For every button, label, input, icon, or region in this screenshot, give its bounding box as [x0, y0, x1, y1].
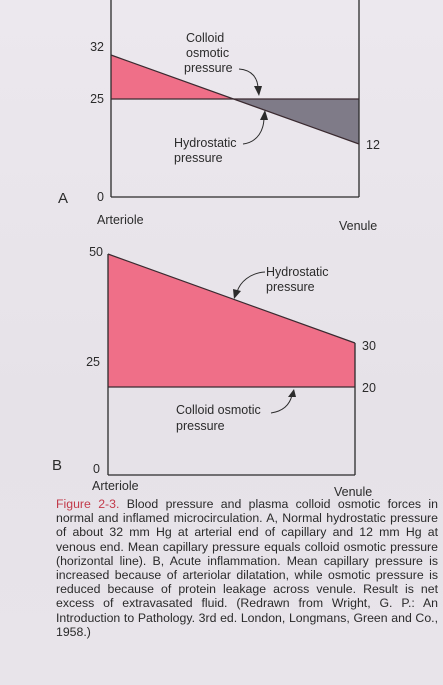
- figure-caption: [56, 497, 438, 639]
- panel-a-annotation-hydrostatic-line1: Hydrostatic: [174, 136, 237, 150]
- panel-a-hydrostatic-arrow: [243, 117, 264, 144]
- panel-a-label: A: [58, 190, 69, 207]
- panel-b-annotation-hydrostatic-line1: Hydrostatic: [266, 265, 329, 279]
- panel-a-annotation-colloid-line3: pressure: [184, 61, 233, 75]
- figure-label: Figure 2-3.: [56, 497, 120, 511]
- panel-a-tick-25: 25: [90, 92, 104, 106]
- panel-b-annotation-colloid-line2: pressure: [176, 419, 225, 433]
- panel-b-hydrostatic-arrowhead: [233, 289, 241, 299]
- panel-a-tick-0: 0: [97, 190, 104, 204]
- panel-a-category-arteriole: Arteriole: [97, 213, 144, 227]
- caption-text: Blood pressure and plasma colloid osmotic forces in normal and inflamed microcirculation. A, Normal hydrostatic pressure of about 32 mm Hg at arterial end of capillary and 12 mm Hg at venous end. Mean capillary pressure equals colloid osmotic pressure (horizontal line). B, Acute inflammation. Mean capillary pressure is increased because of arteriolar dilatation, while osmotic pressure is reduced because of protein leakage across venule. Result is net excess of extravasated fluid. (Redrawn from Wright, G. P.: An Introduction to Pathology. 3rd ed. London, Longmans, Green and Co., 1958.): [56, 497, 438, 639]
- panel-b-end-label-right-bottom: 20: [362, 381, 376, 395]
- panel-a-annotation-hydrostatic-line2: pressure: [174, 151, 223, 165]
- panel-a-annotation-colloid-line1: Colloid: [186, 31, 225, 45]
- panel-a-annotation-colloid-line2: osmotic: [186, 46, 230, 60]
- panel-a-tick-32: 32: [90, 40, 104, 54]
- panel-b: [52, 245, 376, 497]
- panel-b-category-venule: Venule: [334, 485, 373, 497]
- panel-b-tick-50: 50: [89, 245, 103, 259]
- panel-b-hydrostatic-arrow: [237, 272, 265, 292]
- panel-a-category-venule: Venule: [339, 219, 378, 233]
- panel-b-tick-0: 0: [93, 462, 100, 476]
- panel-a-colloid-arrowhead: [254, 86, 262, 96]
- panel-b-annotation-colloid-line1: Colloid osmotic: [176, 403, 261, 417]
- panel-b-colloid-arrowhead: [288, 389, 296, 397]
- panel-a: [58, 0, 380, 233]
- panel-b-annotation-hydrostatic-line2: pressure: [266, 280, 315, 294]
- panel-a-end-label-right: 12: [366, 138, 380, 152]
- panel-b-tick-25: 25: [86, 355, 100, 369]
- panel-b-category-arteriole: Arteriole: [92, 479, 139, 493]
- panel-b-colloid-arrow: [271, 395, 292, 413]
- panel-b-label: B: [52, 457, 63, 474]
- panel-b-end-label-right-top: 30: [362, 339, 376, 353]
